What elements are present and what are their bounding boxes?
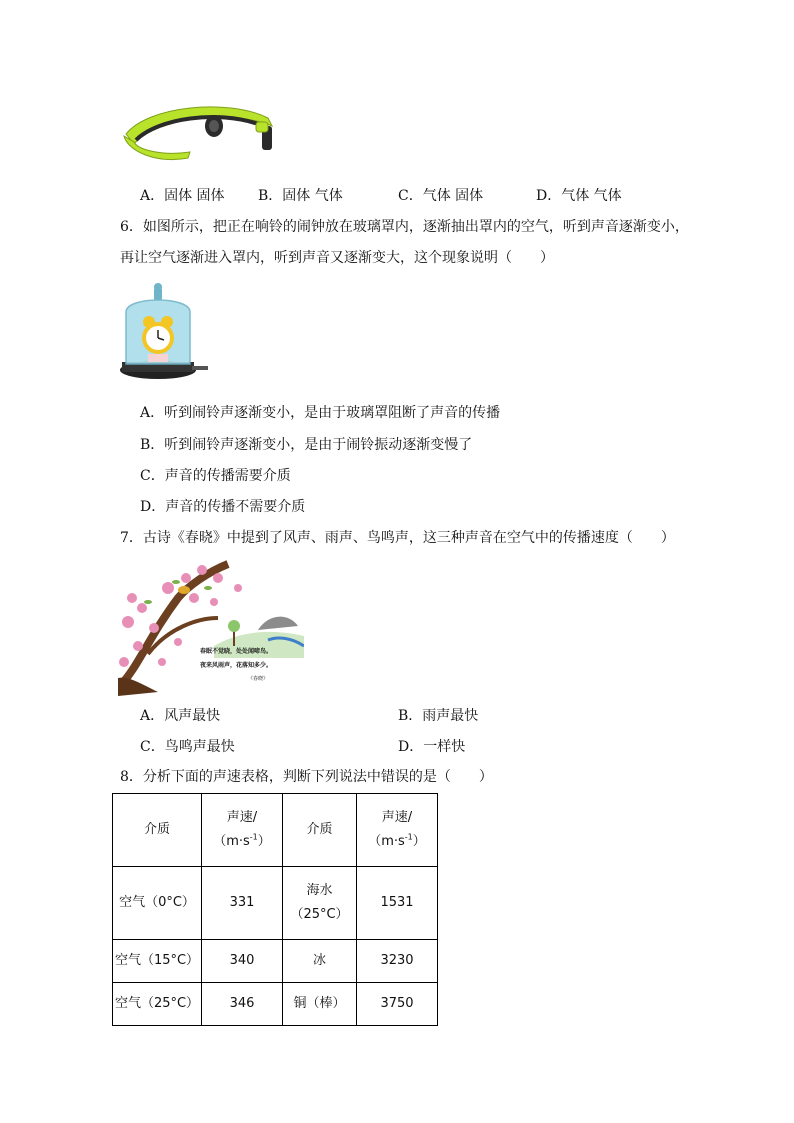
table-cell-medium: 空气（15°C） <box>113 940 202 983</box>
q5-option-d: D．气体 气体 <box>536 188 622 204</box>
q6-option-a: A．听到闹铃声逐渐变小，是由于玻璃罩阻断了声音的传播 <box>140 405 501 421</box>
table-cell-speed: 3230 <box>357 940 438 983</box>
poem-caption: 《春晓》 <box>248 676 269 682</box>
poem-illustration <box>118 558 304 696</box>
q7-stem: 7．古诗《春晓》中提到了风声、雨声、鸟鸣声，这三种声音在空气中的传播速度（ ） <box>120 530 675 546</box>
table-cell-speed: 1531 <box>357 867 438 940</box>
table-cell-medium: 空气（0°C） <box>113 867 202 940</box>
header-speed-unit-1 <box>202 830 282 854</box>
q7-option-b: B．雨声最快 <box>398 708 479 724</box>
header-speed-unit-2 <box>357 830 437 854</box>
q7-option-d: D．一样快 <box>398 739 466 755</box>
table-header-row <box>113 794 438 867</box>
q8-stem: 8．分析下面的声速表格，判断下列说法中错误的是（ ） <box>120 769 493 785</box>
table-row <box>113 867 438 940</box>
header-speed-2 <box>357 794 438 867</box>
bone-conduction-headphone-image <box>118 96 278 168</box>
q5-option-b: B．固体 气体 <box>258 188 343 204</box>
poem-line-2: 夜来风雨声，花落知多少。 <box>200 662 273 669</box>
q7-option-a: A．风声最快 <box>140 708 221 724</box>
unit-suffix: ） <box>412 834 426 849</box>
header-speed-label-2: 声速/ <box>381 810 413 825</box>
table-row <box>113 940 438 983</box>
table-cell-speed: 340 <box>202 940 283 983</box>
table-row <box>113 983 438 1026</box>
medium-name: 海水 <box>306 883 333 898</box>
header-medium-2: 介质 <box>283 794 357 867</box>
header-speed-label-1: 声速/ <box>226 810 258 825</box>
q7-option-c: C．鸟鸣声最快 <box>140 739 235 755</box>
q5-option-a: A．固体 固体 <box>140 188 225 204</box>
table-cell-medium: 空气（25°C） <box>113 983 202 1026</box>
table-cell-medium: 冰 <box>283 940 357 983</box>
bell-jar-alarm-clock-image <box>118 282 213 387</box>
q6-option-b: B．听到闹铃声逐渐变小，是由于闹铃振动逐渐变慢了 <box>140 437 473 453</box>
table-cell-speed: 346 <box>202 983 283 1026</box>
table-cell-medium <box>283 867 357 940</box>
unit-exp: -1 <box>249 832 258 842</box>
poem-line-1: 春眠不觉晓，处处闻啼鸟。 <box>200 648 273 655</box>
table-cell-medium: 铜（棒） <box>283 983 357 1026</box>
q6-option-d: D．声音的传播不需要介质 <box>140 499 306 515</box>
unit-prefix: （m·s <box>368 834 405 849</box>
unit-suffix: ） <box>257 834 271 849</box>
q5-option-c: C．气体 固体 <box>398 188 484 204</box>
q6-option-c: C．声音的传播需要介质 <box>140 468 291 484</box>
table-cell-speed: 331 <box>202 867 283 940</box>
table-cell-speed: 3750 <box>357 983 438 1026</box>
unit-prefix: （m·s <box>213 834 250 849</box>
header-speed-1 <box>202 794 283 867</box>
unit-exp: -1 <box>404 832 413 842</box>
medium-condition: （25°C） <box>290 907 349 922</box>
sound-speed-table <box>112 793 438 1026</box>
header-medium-1: 介质 <box>113 794 202 867</box>
q6-stem-line2: 再让空气逐渐进入罩内，听到声音又逐渐变大，这个现象说明（ ） <box>120 250 554 266</box>
spring-dawn-poem-image <box>118 558 304 696</box>
q6-stem-line1: 6．如图所示，把正在响铃的闹钟放在玻璃罩内，逐渐抽出罩内的空气，听到声音逐渐变小， <box>120 219 689 235</box>
